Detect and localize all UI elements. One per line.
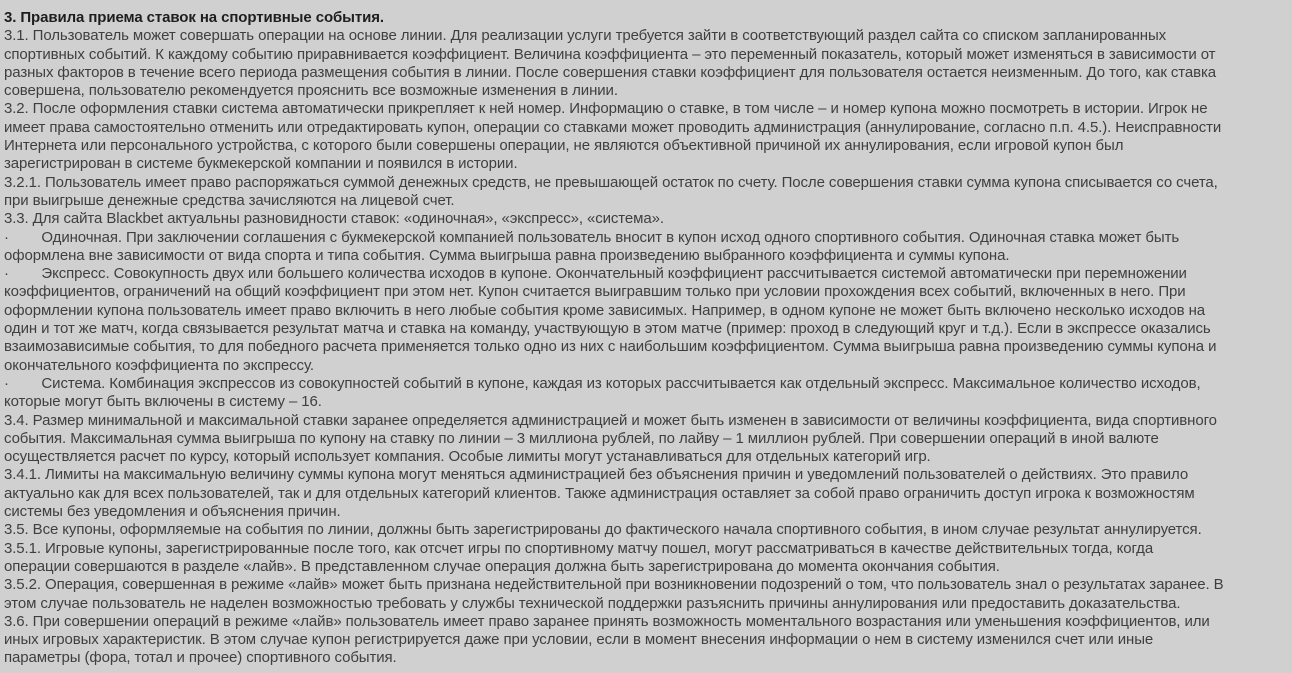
text-line: 3.1. Пользователь может совершать операции на основе линии. Для реализации услуги требуется зайти в соответствующий раздел сайта со списком запланированных (4, 27, 1167, 45)
text-line: 3.5.2. Операция, совершенная в режиме «лайв» может быть признана недействительной при возникновении подозрений о том, что пользователь знал о результатах заранее. В (4, 576, 1224, 594)
text-line: · Одиночная. При заключении соглашения с букмекерской компанией пользователь вносит в купон исход одного спортивного события. Одиночная ставка может быть (4, 228, 1180, 246)
text-line: взаимозависимые события, то для победного расчета применяется только одно из них с наибольшим коэффициентом. Сумма выигрыша равна произведению суммы купона и (4, 338, 1217, 356)
text-line: · Система. Комбинация экспрессов из совокупностей событий в купоне, каждая из которых рассчитывается как отдельный экспресс. Максимальное количество исходов, (4, 374, 1201, 392)
text-line: иных игровых характеристик. В этом случае купон регистрируется даже при условии, если в момент внесения информации о нем в систему изменился счет или иные (4, 631, 1154, 649)
text-line: осуществляется расчет по курсу, который использует компания. Особые лимиты могут устанавливаться для отдельных категорий игр. (4, 448, 931, 466)
terms-text-body (4, 27, 1290, 667)
text-line: · Экспресс. Совокупность двух или большего количества исходов в купоне. Окончательный коэффициент рассчитывается системой автоматически при перемножении (4, 265, 1187, 283)
text-line: 3.2. После оформления ставки система автоматически прикрепляет к ней номер. Информацию о ставке, в том числе – и номер купона можно посмотреть в истории. Игрок не (4, 100, 1208, 118)
text-line: оформлена вне зависимости от вида спорта и типа события. Сумма выигрыша равна произведению выбранного коэффициента и суммы купона. (4, 246, 1010, 264)
text-line: 3.4. Размер минимальной и максимальной ставки заранее определяется администрацией и может быть изменен в зависимости от величины коэффициента, вида спортивного (4, 411, 1217, 429)
text-line: 3.2.1. Пользователь имеет право распоряжаться суммой денежных средств, не превышающей остаток по счету. После совершения ставки сумма купона списывается со счета, (4, 173, 1218, 191)
text-line: при выигрыше денежные средства зачисляются на лицевой счет. (4, 191, 455, 209)
text-line: параметры (фора, тотал и прочее) спортивного события. (4, 649, 397, 667)
text-line: зарегистрирован в системе букмекерской компании и появился в истории. (4, 155, 518, 173)
text-line: коэффициентов, ограничений на общий коэффициент при этом нет. Купон считается выигравшим только при условии прохождения всех событий, включенных в него. При (4, 283, 1186, 301)
text-line: окончательного коэффициента по экспрессу. (4, 356, 314, 374)
text-line: операции совершаются в разделе «лайв». В представленном случае операция должна быть зарегистрирована до момента окончания события. (4, 557, 1000, 575)
text-line: спортивных событий. К каждому событию приравнивается коэффициент. Величина коэффициента – это переменный показатель, который может изменяться в зависимости от (4, 45, 1216, 63)
text-line: этом случае пользователь не наделен возможностью требовать у службы технической поддержки разъяснить причины аннулирования или предоставить доказательства. (4, 594, 1181, 612)
text-line: один и тот же матч, когда связывается результат матча и ставка на команду, участвующую в этом матче (пример: проход в следующий круг и т.д.). Если в экспрессе оказались (4, 320, 1211, 338)
text-line: 3.6. При совершении операций в режиме «лайв» пользователь имеет право заранее принять возможность моментального возрастания или уменьшения коэффициентов, или (4, 612, 1210, 630)
text-line: 3.4.1. Лимиты на максимальную величину суммы купона могут меняться администрацией без объяснения причин и уведомлений пользователей о действиях. Это правило (4, 466, 1189, 484)
text-line: системы без уведомления и объяснения причин. (4, 503, 341, 521)
section-heading: 3. Правила приема ставок на спортивные события. (4, 9, 384, 26)
text-line: которые могут быть включены в систему – 16. (4, 393, 322, 411)
text-line: события. Максимальная сумма выигрыша по купону на ставку по линии – 3 миллиона рублей, по лайву – 1 миллион рублей. При совершении операций в иной валюте (4, 429, 1159, 447)
text-line: 3.3. Для сайта Blackbet актуальны разновидности ставок: «одиночная», «экспресс», «система». (4, 210, 664, 228)
text-line: 3.5. Все купоны, оформляемые на события по линии, должны быть зарегистрированы до фактического начала спортивного события, в ином случае результат аннулируется. (4, 521, 1202, 539)
text-line: 3.5.1. Игровые купоны, зарегистрированные после того, как отсчет игры по спортивному матчу пошел, могут рассматриваться в качестве действительных тогда, когда (4, 539, 1154, 557)
text-line: совершена, пользователю рекомендуется прояснить все возможные изменения в линии. (4, 82, 618, 100)
text-line: оформлении купона пользователь имеет право включить в него любые события кроме зависимых. Например, в одном купоне не может быть включено несколько исходов на (4, 301, 1205, 319)
text-line: актуально как для всех пользователей, так и для отдельных категорий клиентов. Также администрация оставляет за собой право ограничить доступ игрока к возможностям (4, 484, 1195, 502)
text-line: Интернета или персонального устройства, с которого были совершены операции, не являются объективной причиной их аннулирования, если игровой купон был (4, 137, 1124, 155)
text-line: разных факторов в течение всего периода размещения события в линии. После совершения ставки коэффициент для пользователя остается неизменным. До того, как ставка (4, 63, 1217, 81)
text-line: имеет права самостоятельно отменить или отредактировать купон, операции со ставками может проводить администрация (аннулирование, согласно п.п. 4.5.). Неисправности (4, 118, 1222, 136)
